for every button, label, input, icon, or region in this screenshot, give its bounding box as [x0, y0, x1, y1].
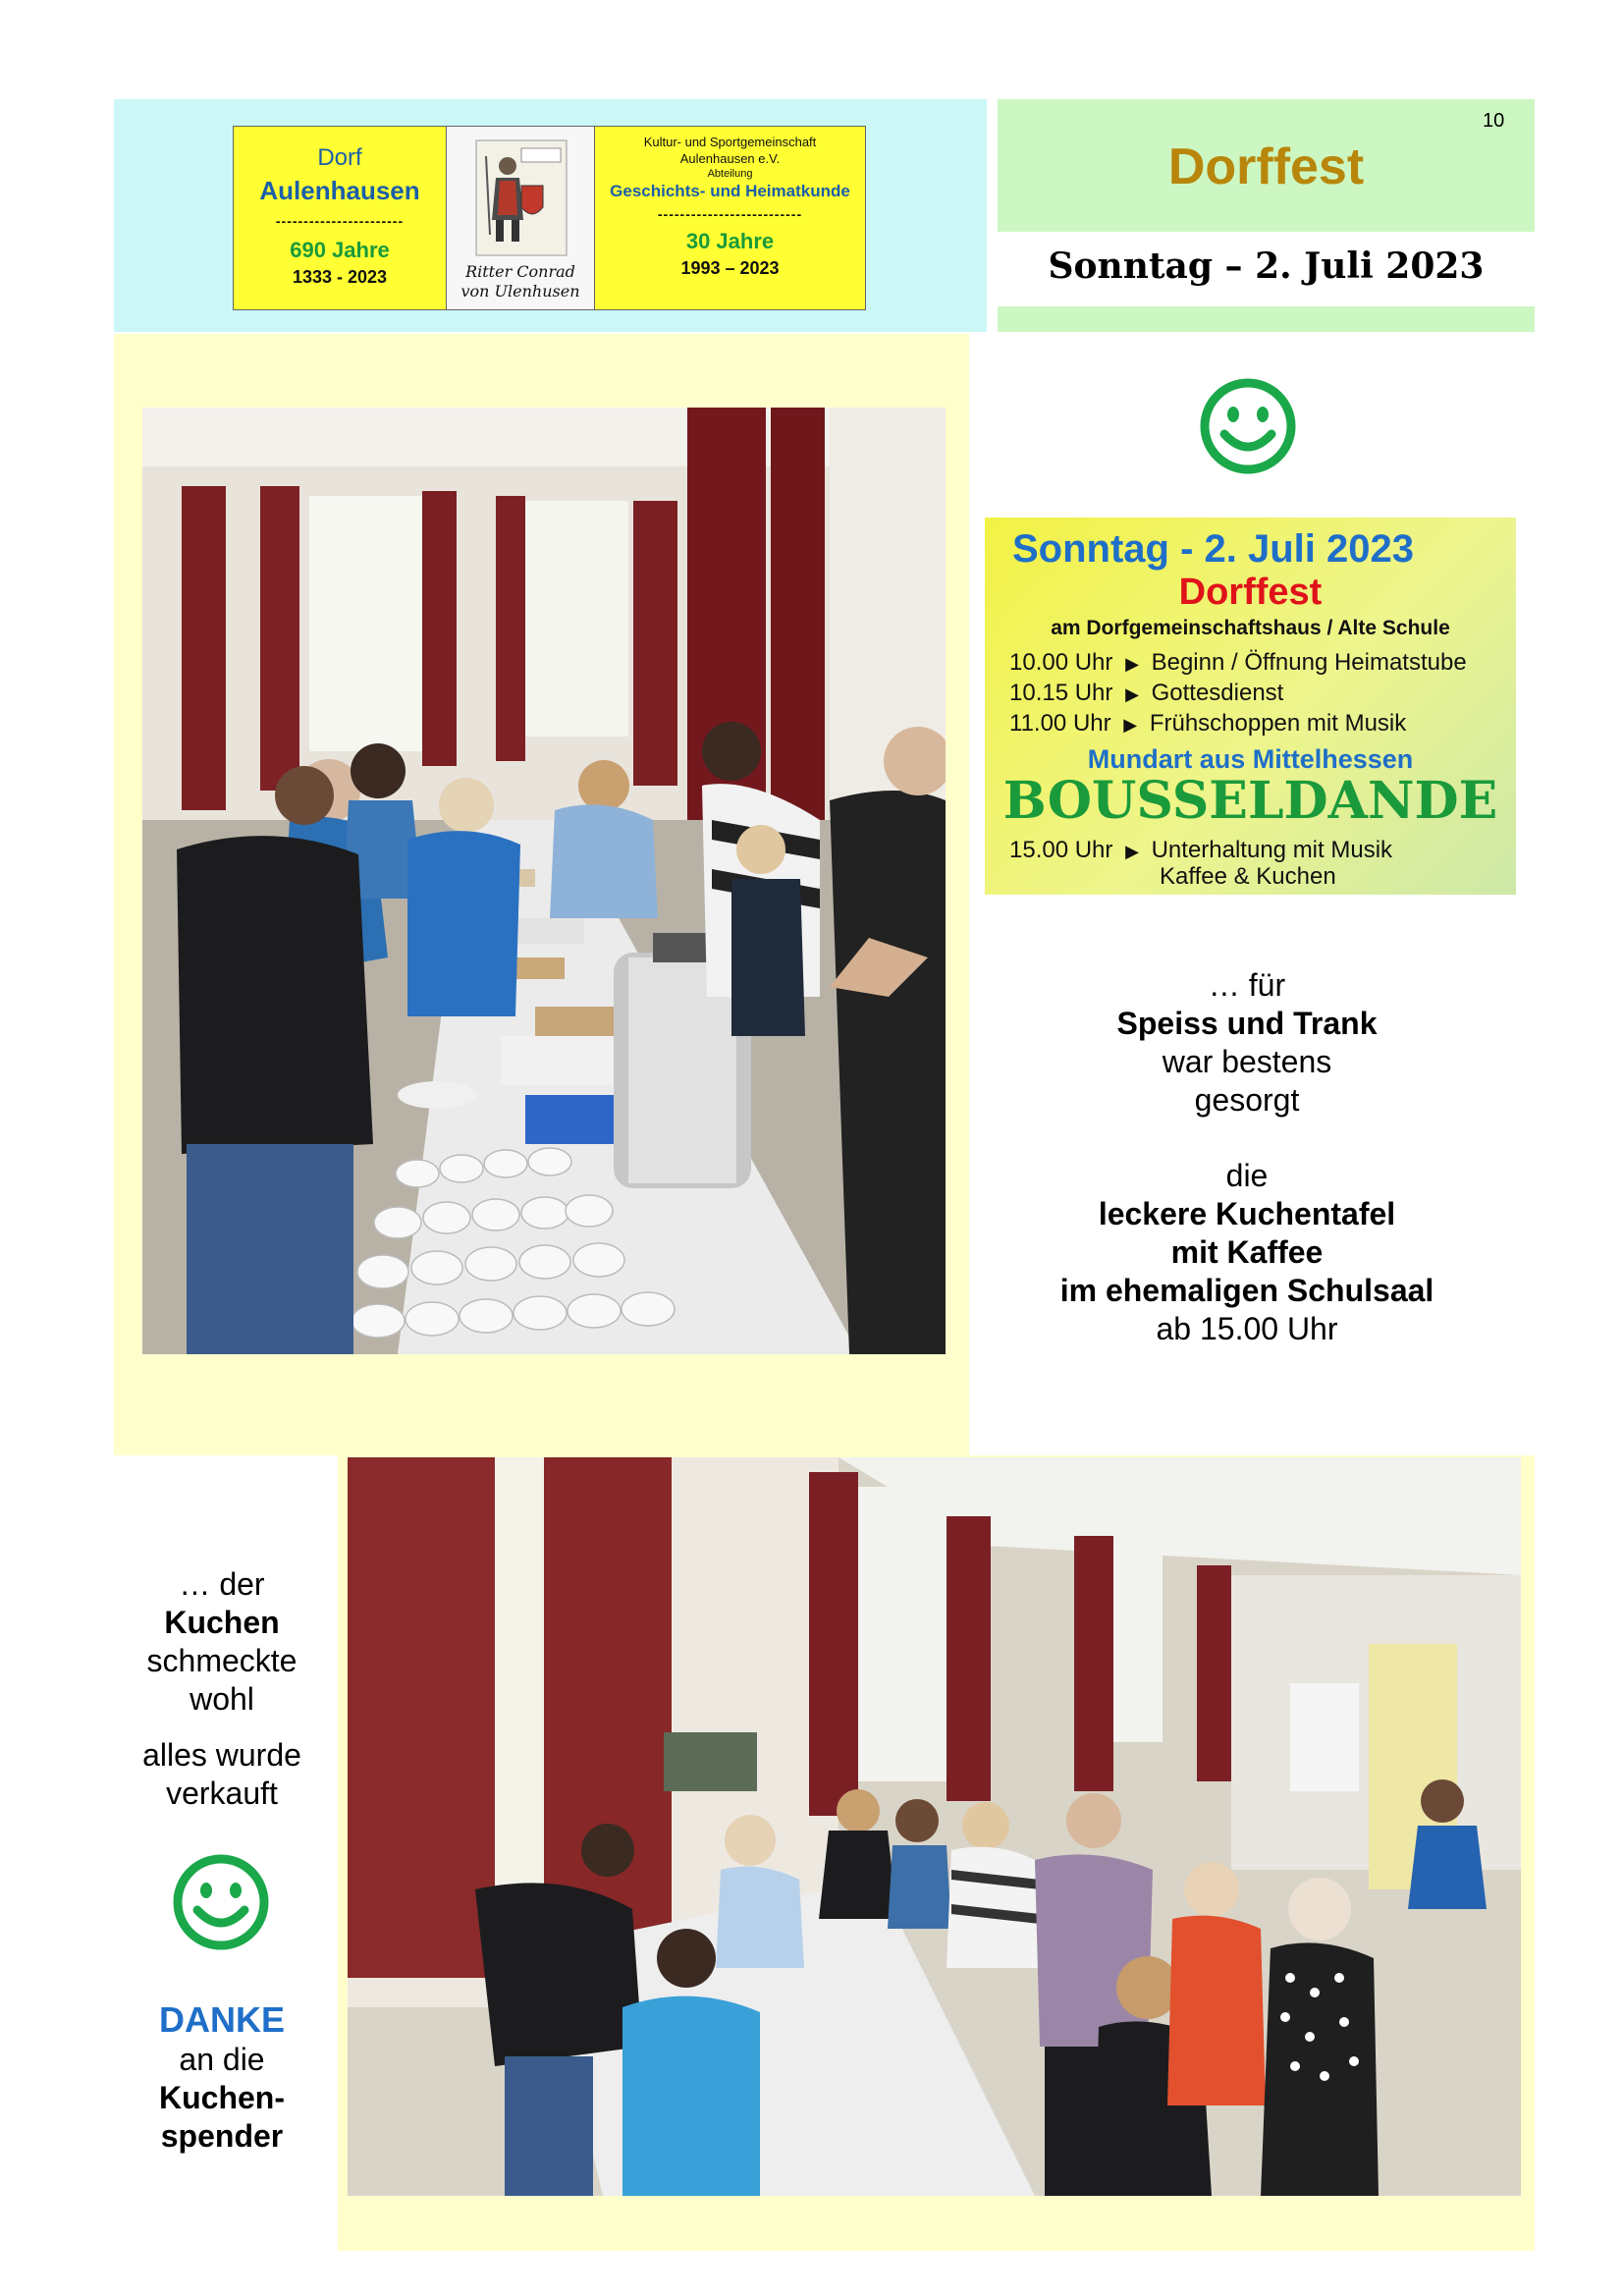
caption-line: ab 15.00 Uhr — [1156, 1311, 1338, 1346]
thanks-heading: DANKE — [158, 1999, 285, 2040]
caption-line: … der — [179, 1566, 265, 1602]
poster-schedule-time: 11.00 Uhr — [1009, 710, 1111, 737]
poster-location: am Dorfgemeinschaftshaus / Alte Schule — [1051, 617, 1450, 639]
poster-schedule-item: Beginn / Öffnung Heimatstube — [1151, 649, 1467, 676]
logo-club-section — [595, 127, 865, 309]
poster-schedule-time: 10.00 Uhr — [1009, 649, 1113, 676]
caption-line: leckere Kuchentafel — [1098, 1196, 1396, 1231]
caption-line: … für — [1208, 967, 1286, 1003]
caption-line: spender — [160, 2118, 284, 2154]
caption-line: wohl — [189, 1681, 254, 1717]
play-arrow-icon: ▶ — [1125, 842, 1139, 861]
thanks-block — [114, 1999, 330, 2156]
logo-club-line2: Aulenhausen e.V. — [679, 151, 781, 166]
logo-village-range: 1333 - 2023 — [292, 267, 388, 287]
page-title: Dorffest — [1167, 138, 1365, 195]
logo-left-dashes: ----------------------- — [275, 213, 405, 229]
caption-line: Kuchen — [164, 1605, 280, 1640]
cake-caption — [114, 1565, 330, 1813]
caption-line: gesorgt — [1194, 1082, 1300, 1118]
play-arrow-icon: ▶ — [1125, 684, 1139, 704]
caption-line: schmeckte — [146, 1643, 298, 1678]
caption-line: war bestens — [1162, 1044, 1332, 1079]
logo-village-section — [234, 127, 446, 309]
poster-schedule-item: Gottesdienst — [1151, 680, 1284, 706]
event-date: Sonntag – 2. Juli 2023 — [1048, 246, 1485, 287]
poster-schedule-row — [1009, 837, 1392, 864]
smiley-icon — [172, 1853, 270, 1951]
logo-village-years: 690 Jahre — [290, 238, 390, 262]
logo-club-line1: Kultur- und Sportgemeinschaft — [643, 135, 817, 149]
logo-right-dashes: -------------------------- — [657, 206, 803, 222]
title-divider-bar — [998, 306, 1535, 332]
caption-line: Speiss und Trank — [1116, 1006, 1378, 1041]
poster-schedule-time: 15.00 Uhr — [1009, 837, 1113, 863]
poster-schedule-row — [1009, 649, 1467, 677]
caption-line: im ehemaligen Schulsaal — [1059, 1273, 1434, 1308]
poster-schedule-item: Unterhaltung mit Musik — [1151, 837, 1393, 863]
caption-line: verkauft — [166, 1776, 278, 1811]
caption-line: die — [1225, 1158, 1269, 1193]
caption-line: Kuchen- — [159, 2080, 285, 2115]
poster-mundart: Mundart aus Mittelhessen — [1087, 744, 1414, 774]
poster-schedule-row — [1009, 680, 1283, 707]
poster-event-title: Dorffest — [1178, 572, 1323, 613]
smiley-icon — [1199, 377, 1297, 475]
caption-line: mit Kaffee — [1170, 1234, 1324, 1270]
logo-club-range: 1993 – 2023 — [680, 258, 780, 278]
food-caption — [1011, 966, 1483, 1348]
page-number: 10 — [1483, 110, 1505, 132]
logo-club-years: 30 Jahre — [685, 229, 775, 253]
buffet-photo — [142, 408, 946, 1354]
poster-date: Sonntag - 2. Juli 2023 — [1012, 527, 1415, 571]
logo-knight-line1: Ritter Conrad — [465, 262, 575, 281]
caption-line: an die — [179, 2042, 265, 2077]
poster-schedule-item: Frühschoppen mit Musik — [1149, 710, 1407, 737]
logo-knight-line2: von Ulenhusen — [460, 282, 580, 301]
event-poster — [985, 518, 1516, 895]
play-arrow-icon: ▶ — [1123, 715, 1138, 735]
knight-emblem-icon — [472, 137, 570, 259]
anniversary-logo — [233, 126, 866, 310]
logo-club-line3: Abteilung — [707, 168, 753, 180]
logo-dorf-text: Dorf — [317, 144, 362, 171]
logo-village-name: Aulenhausen — [259, 176, 420, 205]
logo-knight-section — [446, 127, 595, 309]
poster-band-name: BOUSSELDANDE — [1002, 771, 1498, 831]
poster-schedule-row — [1009, 710, 1406, 738]
buffet-photo-image — [142, 408, 946, 1354]
cake-hall-photo-image — [348, 1457, 1521, 2196]
play-arrow-icon: ▶ — [1125, 654, 1139, 674]
caption-line: alles wurde — [142, 1737, 301, 1773]
poster-schedule-time: 10.15 Uhr — [1009, 680, 1113, 706]
poster-coffee-cake: Kaffee & Kuchen — [1160, 863, 1336, 890]
cake-hall-photo — [348, 1457, 1521, 2196]
logo-club-department: Geschichts- und Heimatkunde — [610, 182, 850, 200]
